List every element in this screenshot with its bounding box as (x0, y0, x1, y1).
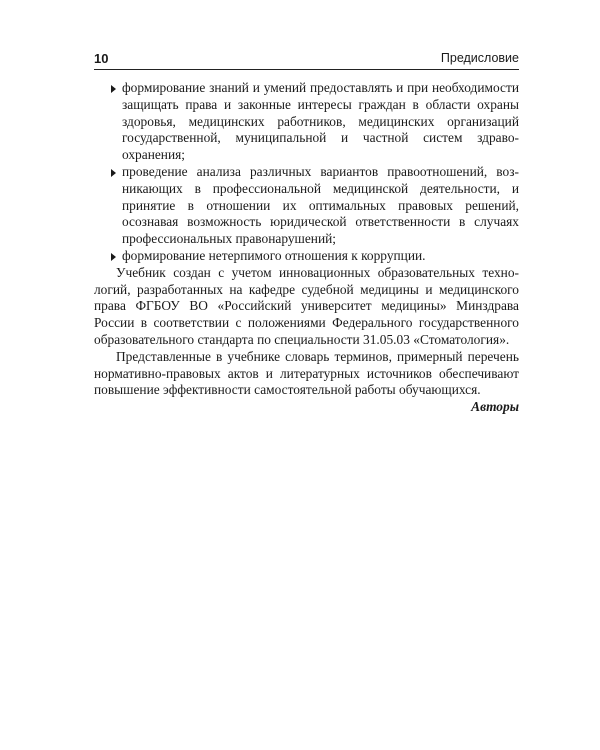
main-text (94, 80, 519, 416)
bullet-text: проведение анализа различных вариантов правоотношений, возникающих в профессиональной медицинской деятельности, и принятие в отношении их оптимальных правовых решений, осознавая возможность юридической ответственности в случаях профессиональных правонарушений; (122, 163, 519, 247)
paragraph: Учебник создан с учетом инновационных образовательных технологий, разработанных на кафедре судебной медицины и медицинского права ФГБОУ ВО «Российский университет медицины» Минздрава России в соответствии с положениями Федерального государственного образовательного стандарта по специальности 31.05.03 «Стоматология». (94, 264, 519, 347)
running-title: Предисловие (440, 51, 519, 65)
page-number: 10 (94, 51, 109, 66)
bullet-list (94, 80, 519, 265)
triangle-bullet-icon (111, 169, 116, 177)
bullet-item (94, 248, 519, 265)
bullet-text: формирование знаний и умений предоставлять и при необходимости защищать права и законные интересы граждан в области охраны здоровья, медицинских работников, медицинских организаций государственной, муниципальной и частной систем здравоохранения; (122, 80, 519, 163)
signature: Авторы (471, 399, 519, 415)
triangle-bullet-icon (111, 253, 116, 261)
paragraph: Представленные в учебнике словарь терминов, примерный перечень нормативно-правовых актов и литературных источников обеспечивают повышение эффективности самостоятельной работы обучающихся. (94, 348, 519, 398)
triangle-bullet-icon (111, 85, 116, 93)
bullet-item (94, 80, 519, 164)
bullet-item (94, 164, 519, 248)
bullet-text: формирование нетерпимого отношения к коррупции. (122, 247, 426, 263)
page-header (94, 49, 519, 70)
